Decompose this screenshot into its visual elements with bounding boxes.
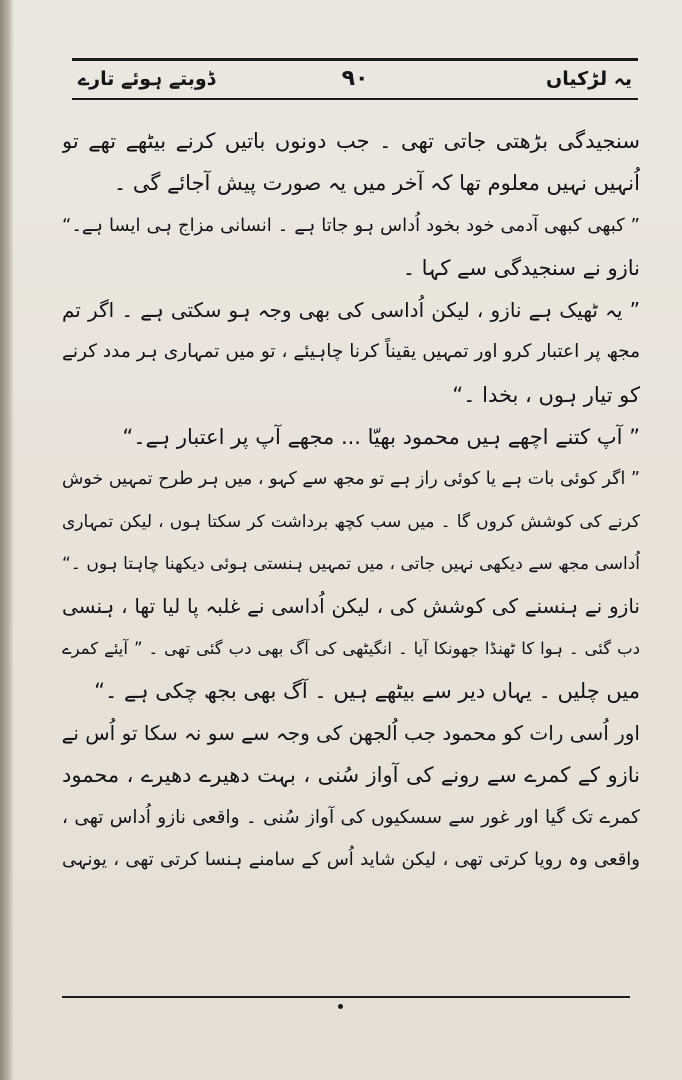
text-line: ” اگر کوئی بات ہے یا کوئی راز ہے تو مجھ سے کہو ، میں ہر طرح تمہیں خوش bbox=[62, 469, 640, 490]
book-title: یہ لڑکیاں bbox=[546, 68, 632, 90]
text-line: نازو کے کمرے سے رونے کی آواز سُنی ، بہت دھیرے دھیرے ، محمود bbox=[62, 763, 640, 788]
text-line: واقعی وہ رویا کرتی تھی ، لیکن شاید اُس کے سامنے ہنسا کرتی تھی ، یونہی bbox=[62, 849, 640, 871]
footer-dot bbox=[338, 1004, 343, 1009]
page-binding-shadow bbox=[0, 0, 14, 1080]
page-body bbox=[62, 120, 640, 881]
text-line: اُداسی مجھ سے دیکھی نہیں جاتی ، میں تمہیں ہنستی ہوئی دیکھنا چاہتا ہوں ۔“ bbox=[62, 553, 640, 574]
text-line: کمرے تک گیا اور غور سے سسکیوں کی آواز سُنی ۔ واقعی نازو اُداس تھی ، bbox=[62, 806, 640, 828]
top-rule bbox=[72, 58, 638, 61]
text-line: مجھ پر اعتبار کرو اور تمہیں یقیناً کرنا چاہیئے ، تو میں تمہاری ہر مدد کرنے bbox=[62, 341, 640, 363]
bottom-rule bbox=[62, 996, 630, 998]
header-rule bbox=[72, 98, 638, 100]
text-line: ” یہ ٹھیک ہے نازو ، لیکن اُداسی کی بھی وجہ ہو سکتی ہے ۔ اگر تم bbox=[62, 298, 640, 323]
page-number: ۹۰ bbox=[341, 66, 369, 91]
text-line: اُنہیں نہیں معلوم تھا کہ آخر میں یہ صورت پیش آجائے گی ۔ bbox=[113, 171, 640, 196]
text-line: میں چلیں ۔ یہاں دیر سے بیٹھے ہیں ۔ آگ بھی بجھ چکی ہے ۔“ bbox=[94, 678, 640, 703]
text-line: اور اُسی رات کو محمود جب اُلجھن کی وجہ سے سو نہ سکا تو اُس نے bbox=[62, 721, 640, 746]
text-line: ” کبھی کبھی آدمی خود بخود اُداس ہو جاتا ہے ۔ انسانی مزاج ہی ایسا ہے۔“ bbox=[62, 214, 640, 236]
text-line: دب گئی ۔ ہوا کا ٹھنڈا جھونکا آیا ۔ انگیٹھی کی آگ بھی دب گئی تھی ۔ ” آیئے کمرے bbox=[62, 638, 640, 658]
running-header bbox=[72, 62, 638, 96]
text-line: ” آپ کتنے اچھے ہیں محمود بھیّا ... مجھے آپ پر اعتبار ہے۔“ bbox=[122, 425, 640, 450]
chapter-title: ڈوبتے ہوئے تارے bbox=[78, 68, 216, 90]
text-line: نازو نے سنجیدگی سے کہا ۔ bbox=[402, 255, 640, 280]
text-line: سنجیدگی بڑھتی جاتی تھی ۔ جب دونوں باتیں کرنے بیٹھے تھے تو bbox=[62, 129, 640, 153]
text-line: کو تیار ہوں ، بخدا ۔“ bbox=[452, 382, 640, 407]
text-line: کرنے کی کوشش کروں گا ۔ میں سب کچھ برداشت کر سکتا ہوں ، لیکن تمہاری bbox=[62, 511, 640, 532]
text-line: نازو نے ہنسنے کی کوشش کی ، لیکن اُداسی نے غلبہ پا لیا تھا ، ہنسی bbox=[62, 594, 640, 619]
